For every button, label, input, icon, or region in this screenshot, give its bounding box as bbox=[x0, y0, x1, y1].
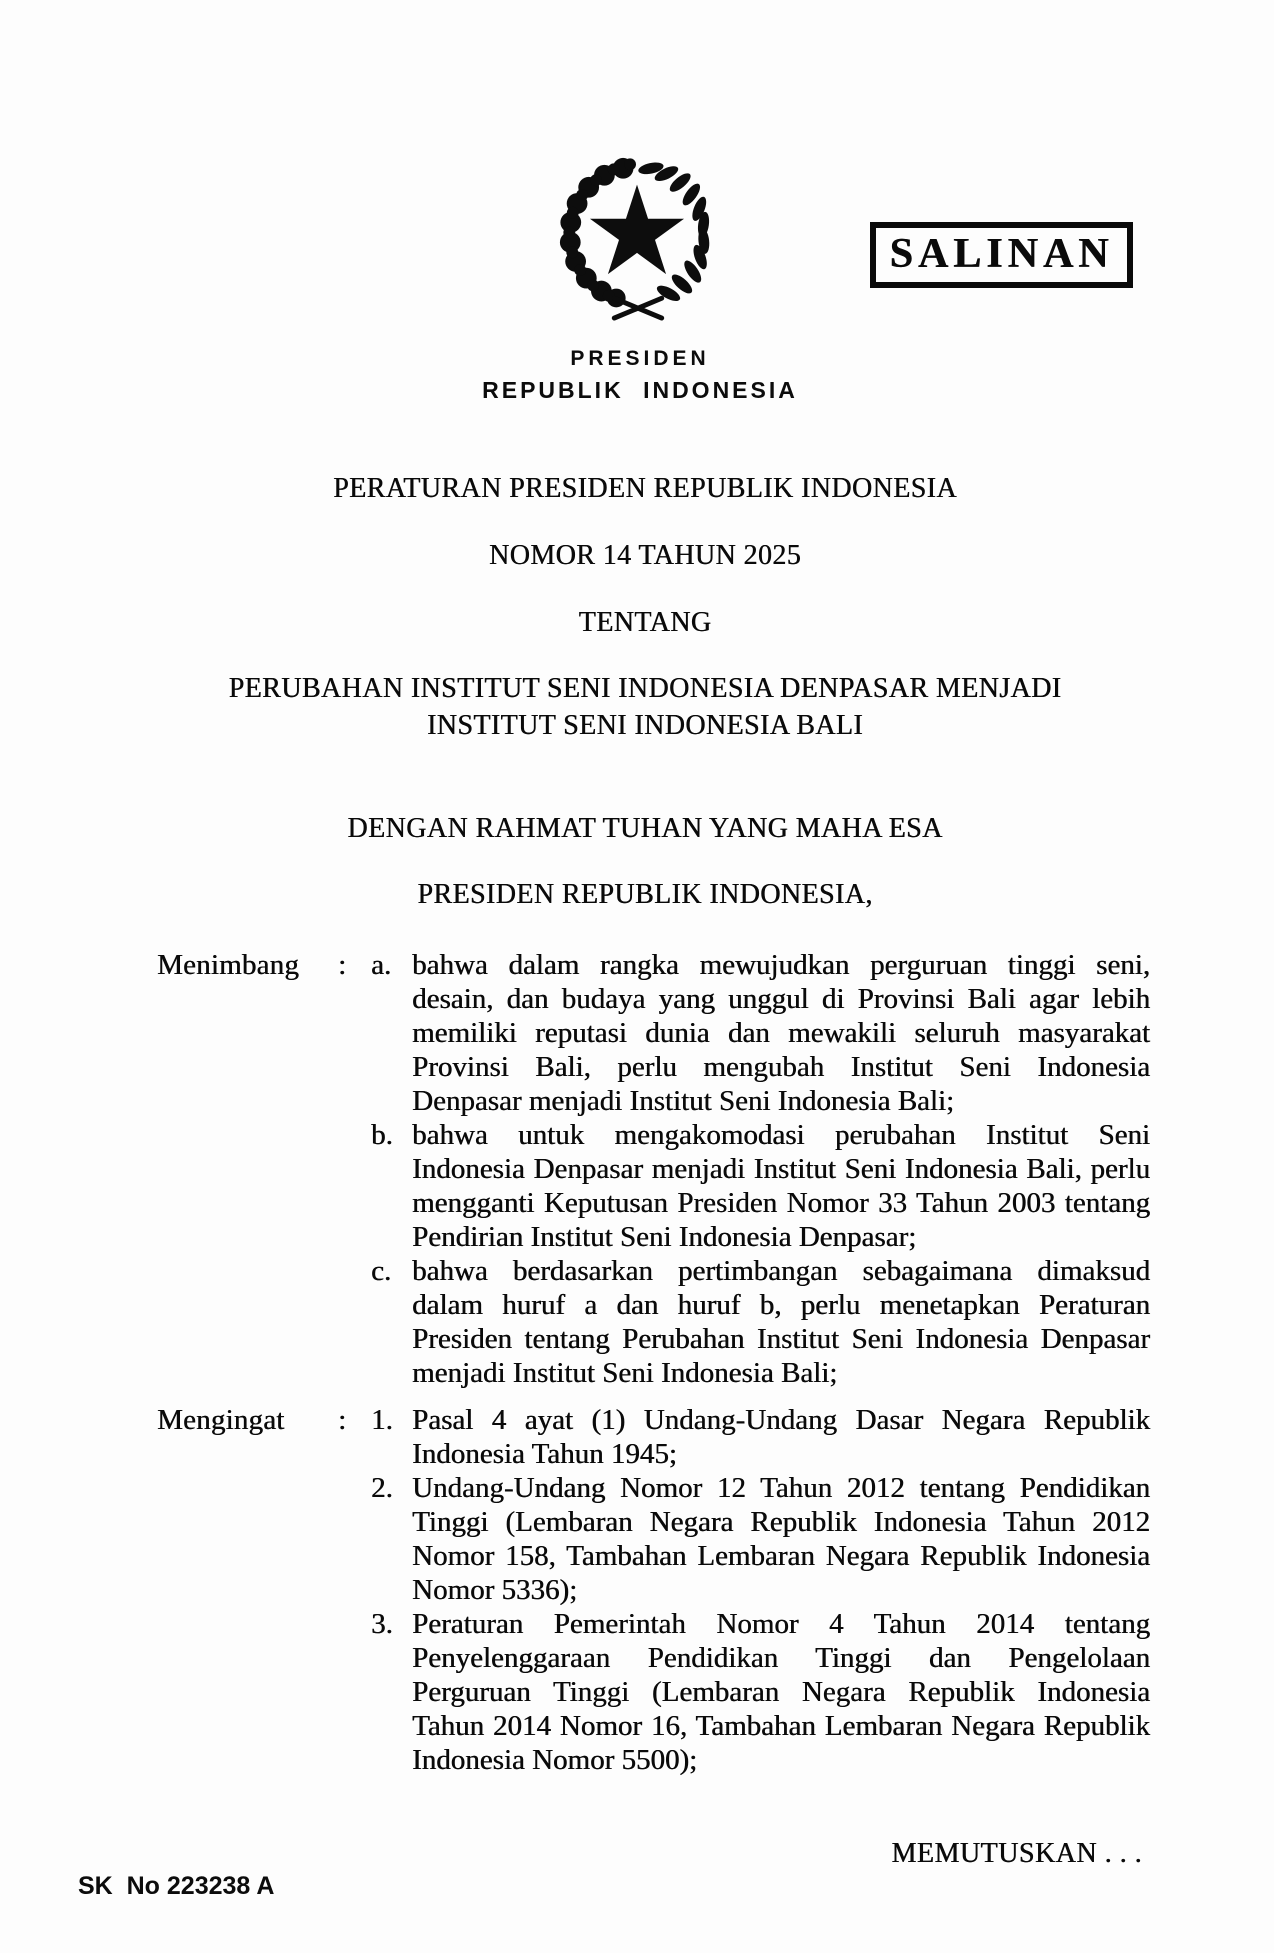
title-peraturan: PERATURAN PRESIDEN REPUBLIK INDONESIA bbox=[333, 473, 957, 504]
considering-colon: : bbox=[338, 949, 347, 981]
presidential-emblem bbox=[552, 150, 722, 324]
title-nomor: NOMOR 14 TAHUN 2025 bbox=[488, 540, 802, 571]
title-tentang: TENTANG bbox=[578, 607, 712, 638]
recalling-item-2 bbox=[157, 1471, 1150, 1607]
preamble-block bbox=[157, 948, 1150, 1777]
considering-item-c-text: bahwa berdasarkan pertimbangan sebagaimana dimaksud dalam huruf a dan huruf b, perlu menetapkan Peraturan Presiden tentang Perubahan Institut Seni Indonesia Denpasar menjadi Institut Seni Indonesia Bali; bbox=[412, 1255, 1150, 1389]
letterhead-republik-indonesia: REPUBLIK INDONESIA bbox=[482, 377, 798, 403]
considering-label: Menimbang bbox=[157, 949, 299, 981]
recalling-item-1-text: Pasal 4 ayat (1) Undang-Undang Dasar Negara Republik Indonesia Tahun 1945; bbox=[412, 1404, 1150, 1470]
considering-item-b-text: bahwa untuk mengakomodasi perubahan Institut Seni Indonesia Denpasar menjadi Institut Seni Indonesia Bali, perlu mengganti Keputusan Presiden Nomor 33 Tahun 2003 tentang Pendirian Institut Seni Indonesia Denpasar; bbox=[412, 1119, 1150, 1253]
title-subject bbox=[140, 670, 1150, 744]
recalling-label: Mengingat bbox=[157, 1404, 285, 1436]
recalling-item-2-text: Undang-Undang Nomor 12 Tahun 2012 tentang Pendidikan Tinggi (Lembaran Negara Republik Indonesia Tahun 2012 Nomor 158, Tambahan Lembaran Negara Republik Indonesia Nomor 5336); bbox=[412, 1472, 1150, 1606]
recalling-colon: : bbox=[338, 1404, 347, 1436]
considering-item-b-marker: b. bbox=[371, 1119, 393, 1151]
wreath-stems-icon bbox=[614, 298, 661, 318]
title-subject-line1: PERUBAHAN INSTITUT SENI INDONESIA DENPASAR MENJADI bbox=[228, 673, 1062, 704]
recalling-item-1 bbox=[157, 1403, 1150, 1471]
considering-item-a-text: bahwa dalam rangka mewujudkan perguruan tinggi seni, desain, dan budaya yang unggul di Provinsi Bali agar lebih memiliki reputasi dunia dan mewakili seluruh masyarakat Provinsi Bali, perlu mengubah Institut Seni Indonesia Denpasar menjadi Institut Seni Indonesia Bali; bbox=[412, 949, 1150, 1117]
catchword-memutuskan: MEMUTUSKAN . . . bbox=[891, 1838, 1142, 1869]
considering-item-a bbox=[157, 948, 1150, 1118]
salinan-stamp-label: SALINAN bbox=[889, 231, 1114, 277]
title-subject-line2: INSTITUT SENI INDONESIA BALI bbox=[426, 710, 864, 741]
star-icon bbox=[590, 185, 684, 274]
letterhead bbox=[340, 347, 940, 404]
title-invocation: DENGAN RAHMAT TUHAN YANG MAHA ESA bbox=[347, 813, 943, 844]
letterhead-presiden: PRESIDEN bbox=[570, 347, 710, 370]
considering-item-a-marker: a. bbox=[371, 949, 392, 981]
recalling-item-3-text: Peraturan Pemerintah Nomor 4 Tahun 2014 tentang Penyelenggaraan Pendidikan Tinggi dan Pengelolaan Perguruan Tinggi (Lembaran Negara Republik Indonesia Tahun 2014 Nomor 16, Tambahan Lembaran Negara Republik Indonesia Nomor 5500); bbox=[412, 1608, 1150, 1776]
recalling-item-3 bbox=[157, 1607, 1150, 1777]
considering-item-b bbox=[157, 1118, 1150, 1254]
considering-item-c bbox=[157, 1254, 1150, 1390]
recalling-item-1-marker: 1. bbox=[371, 1404, 393, 1436]
recalling-item-3-marker: 3. bbox=[371, 1608, 393, 1640]
considering-item-c-marker: c. bbox=[371, 1255, 392, 1287]
title-authority: PRESIDEN REPUBLIK INDONESIA, bbox=[417, 879, 873, 910]
recalling-item-2-marker: 2. bbox=[371, 1472, 393, 1504]
salinan-stamp bbox=[870, 222, 1133, 288]
doc-number: SK No 223238 A bbox=[78, 1872, 275, 1900]
